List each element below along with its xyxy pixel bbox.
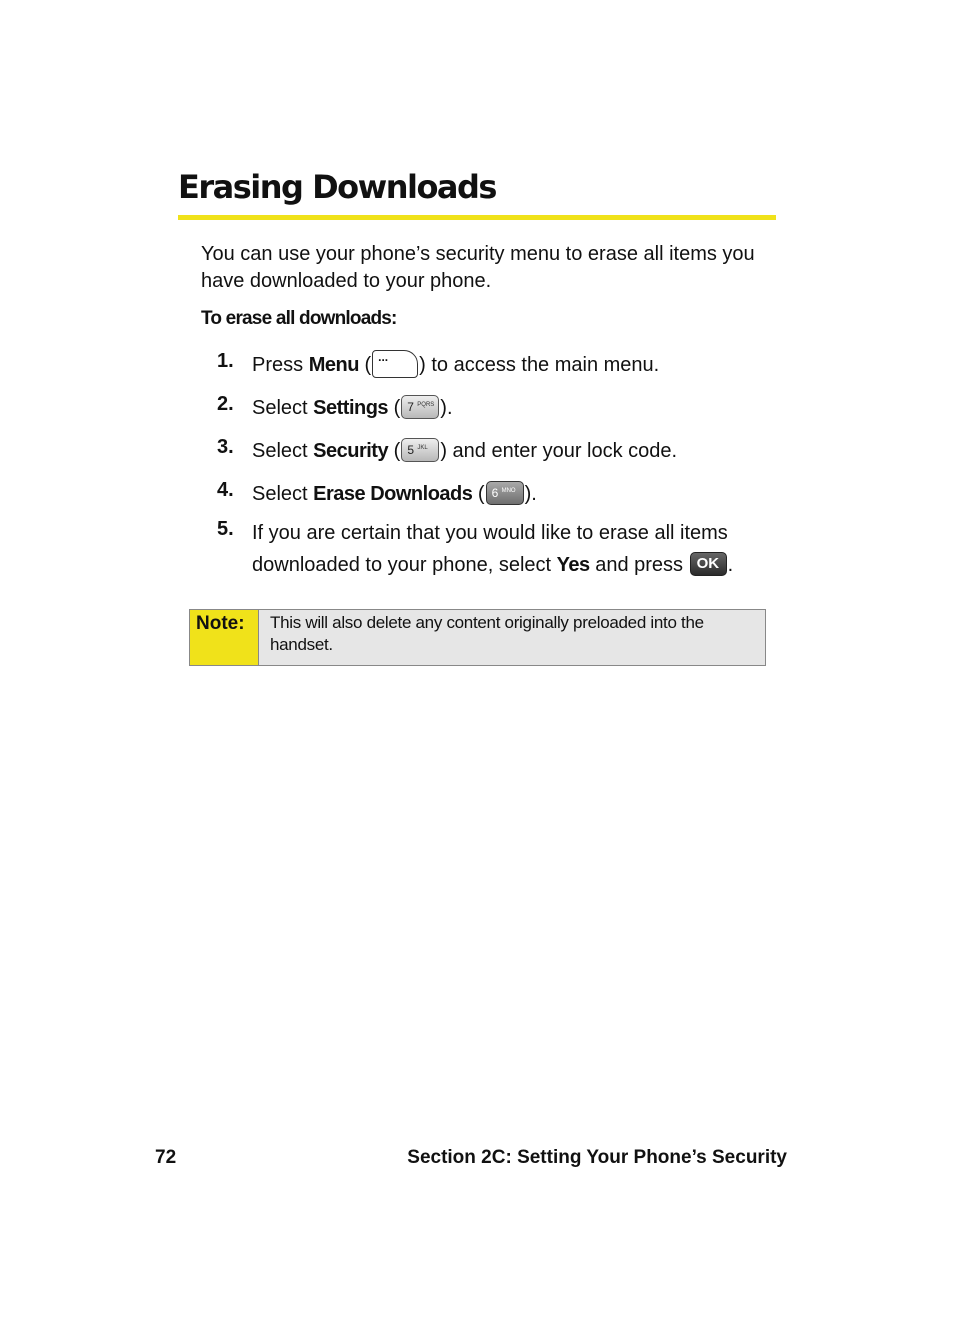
intro-paragraph: You can use your phone’s security menu to erase all items you have downloaded to your phone.: [201, 243, 755, 292]
menu-label: Menu: [308, 354, 359, 376]
yes-label: Yes: [556, 554, 590, 576]
step-number: 5.: [217, 518, 234, 540]
procedure-heading: To erase all downloads:: [201, 308, 397, 329]
step-text: Press Menu ( ... ) to access the main menu.: [252, 349, 660, 376]
key-7-icon: 7 PQRS: [401, 395, 439, 419]
menu-softkey-icon: ...: [372, 350, 418, 378]
key-6-icon: 6 MNO: [486, 481, 524, 505]
key-5-icon: 5 JKL: [401, 438, 439, 462]
step-number: 4.: [217, 479, 234, 501]
ok-key-icon: OK: [690, 552, 727, 576]
page-title: Erasing Downloads: [178, 168, 496, 206]
step-text: If you are certain that you would like to erase all items downloaded to your phone, select Yes and press OK .: [252, 522, 734, 576]
note-box: [189, 609, 766, 666]
settings-label: Settings: [313, 397, 389, 419]
step-text: Select Erase Downloads ( 6 MNO ).: [252, 478, 777, 510]
title-underline: [178, 215, 776, 220]
security-label: Security: [313, 440, 389, 462]
section-title: Section 2C: Setting Your Phone’s Security: [407, 1147, 787, 1168]
step-number: 1.: [217, 350, 234, 372]
note-text: This will also delete any content originally preloaded into the handset.: [270, 613, 704, 654]
step-number: 3.: [217, 436, 234, 458]
note-label: Note:: [190, 610, 259, 665]
step-number: 2.: [217, 393, 234, 415]
step-text: Select Security ( 5 JKL ) and enter your lock code.: [252, 435, 777, 467]
step-text: Select Settings ( 7 PQRS ).: [252, 392, 777, 424]
erase-downloads-label: Erase Downloads: [313, 483, 473, 505]
page-number: 72: [155, 1147, 177, 1168]
